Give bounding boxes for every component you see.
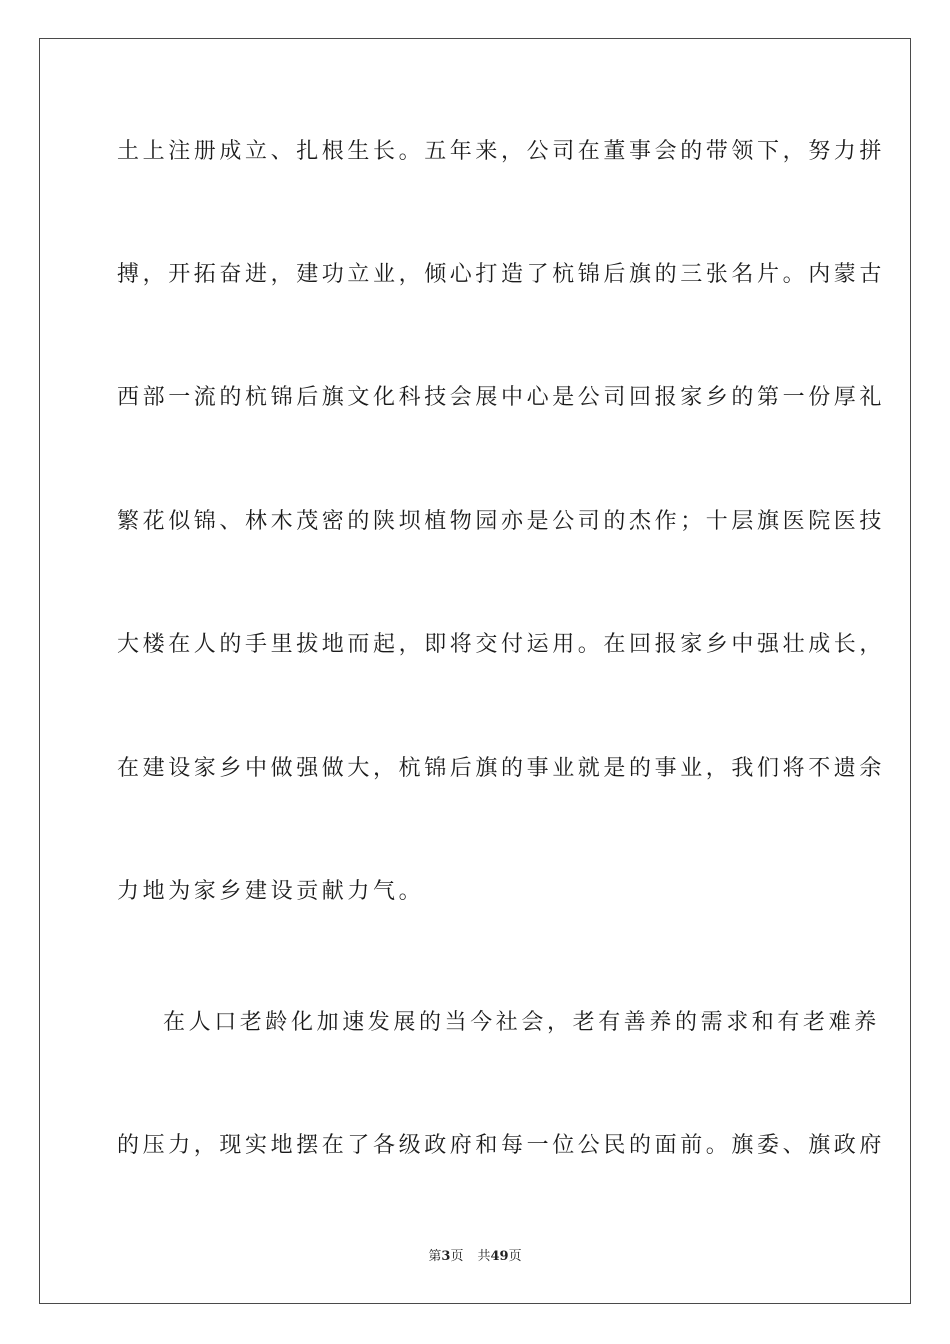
text-line: 土上注册成立、扎根生长。五年来，公司在董事会的带领下，努力拼 <box>117 139 886 164</box>
page-suffix: 页 <box>450 1249 464 1264</box>
text-line: 在人口老龄化加速发展的当今社会，老有善养的需求和有老难养 <box>163 1010 880 1035</box>
text-line: 的压力，现实地摆在了各级政府和每一位公民的面前。旗委、旗政府 <box>117 1133 886 1158</box>
total-suffix: 页 <box>508 1249 522 1264</box>
page-border <box>39 38 911 1304</box>
text-line: 在建设家乡中做强做大，杭锦后旗的事业就是的事业，我们将不遗余 <box>117 756 886 781</box>
text-line: 西部一流的杭锦后旗文化科技会展中心是公司回报家乡的第一份厚礼 <box>117 385 886 410</box>
text-line: 大楼在人的手里拔地而起，即将交付运用。在回报家乡中强壮成长， <box>117 632 886 657</box>
page-number: 3 <box>441 1249 451 1264</box>
text-line: 搏，开拓奋进，建功立业，倾心打造了杭锦后旗的三张名片。内蒙古 <box>117 262 886 287</box>
total-prefix: 共 <box>477 1249 491 1264</box>
text-line: 繁花似锦、林木茂密的陕坝植物园亦是公司的杰作；十层旗医院医技 <box>117 509 886 534</box>
page-prefix: 第 <box>428 1249 442 1264</box>
total-pages: 49 <box>490 1249 509 1264</box>
text-line: 力地为家乡建设贡献力气。 <box>117 879 425 904</box>
page-footer <box>0 1248 950 1266</box>
